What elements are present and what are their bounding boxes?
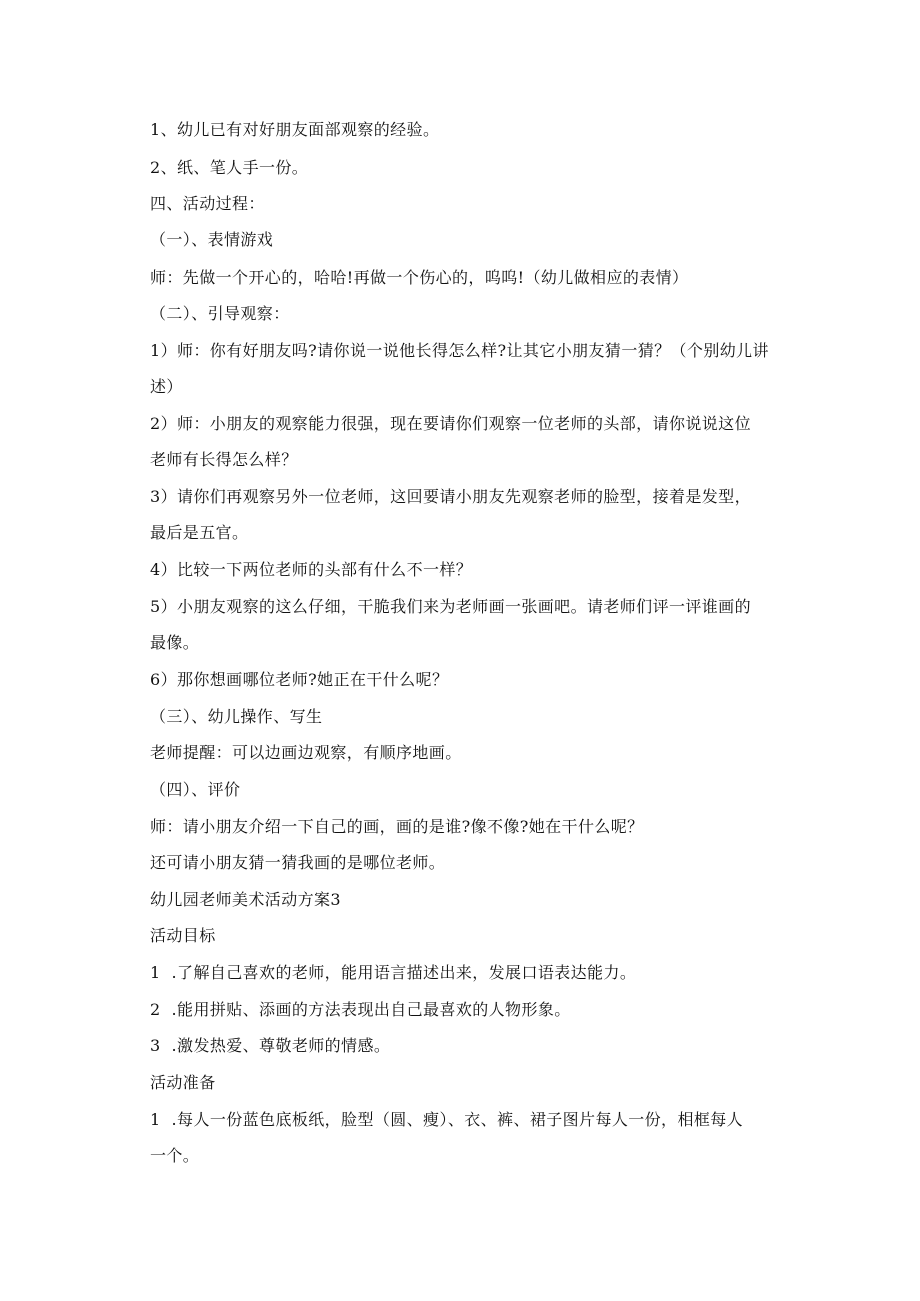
text-line: 1）师：你有好朋友吗?请你说一说他长得怎么样?让其它小朋友猜一猜？（个别幼儿讲 [150, 341, 769, 360]
text-line: 述） [150, 377, 183, 396]
list-item: 1 .了解自己喜欢的老师，能用语言描述出来，发展口语表达能力。 [150, 963, 637, 982]
list-item: 1 .每人一份蓝色底板纸，脸型（圆、瘦）、衣、裤、裙子图片每人一份，相框每人 [150, 1110, 744, 1129]
text-line: 最后是五官。 [150, 523, 249, 542]
text-line: 2）师：小朋友的观察能力很强，现在要请你们观察一位老师的头部，请你说说这位 [150, 414, 751, 433]
text-line: 师：请小朋友介绍一下自己的画，画的是谁?像不像?她在干什么呢？ [150, 817, 644, 836]
section-heading: 活动目标 [150, 926, 216, 945]
text-line: 一个。 [150, 1146, 200, 1165]
text-line: 4）比较一下两位老师的头部有什么不一样？ [150, 560, 473, 579]
text-line: 2、纸、笔人手一份。 [150, 158, 309, 177]
list-item: 2 .能用拼贴、添画的方法表现出自己最喜欢的人物形象。 [150, 1000, 571, 1019]
document-title: 幼儿园老师美术活动方案3 [150, 890, 341, 909]
section-heading: 活动准备 [150, 1073, 216, 1092]
text-line: 6）那你想画哪位老师?她正在干什么呢？ [150, 670, 449, 689]
subsection-heading: （一）、表情游戏 [150, 230, 274, 249]
subsection-heading: （四）、评价 [150, 780, 241, 799]
section-heading: 四、活动过程： [150, 194, 265, 213]
text-line: 1、幼儿已有对好朋友面部观察的经验。 [150, 120, 440, 139]
text-line: 3）请你们再观察另外一位老师，这回要请小朋友先观察老师的脸型，接着是发型， [150, 487, 751, 506]
text-line: 老师提醒：可以边画边观察，有顺序地画。 [150, 743, 462, 762]
text-line: 还可请小朋友猜一猜我画的是哪位老师。 [150, 853, 446, 872]
subsection-heading: （二）、引导观察： [150, 304, 290, 323]
text-line: 老师有长得怎么样？ [150, 450, 298, 469]
subsection-heading: （三）、幼儿操作、写生 [150, 707, 323, 726]
text-line: 最像。 [150, 633, 200, 652]
text-line: 5）小朋友观察的这么仔细，干脆我们来为老师画一张画吧。请老师们评一评谁画的 [150, 597, 751, 616]
text-line: 师：先做一个开心的，哈哈!再做一个伤心的，呜呜!（幼儿做相应的表情） [150, 268, 689, 287]
list-item: 3 .激发热爱、尊敬老师的情感。 [150, 1036, 391, 1055]
